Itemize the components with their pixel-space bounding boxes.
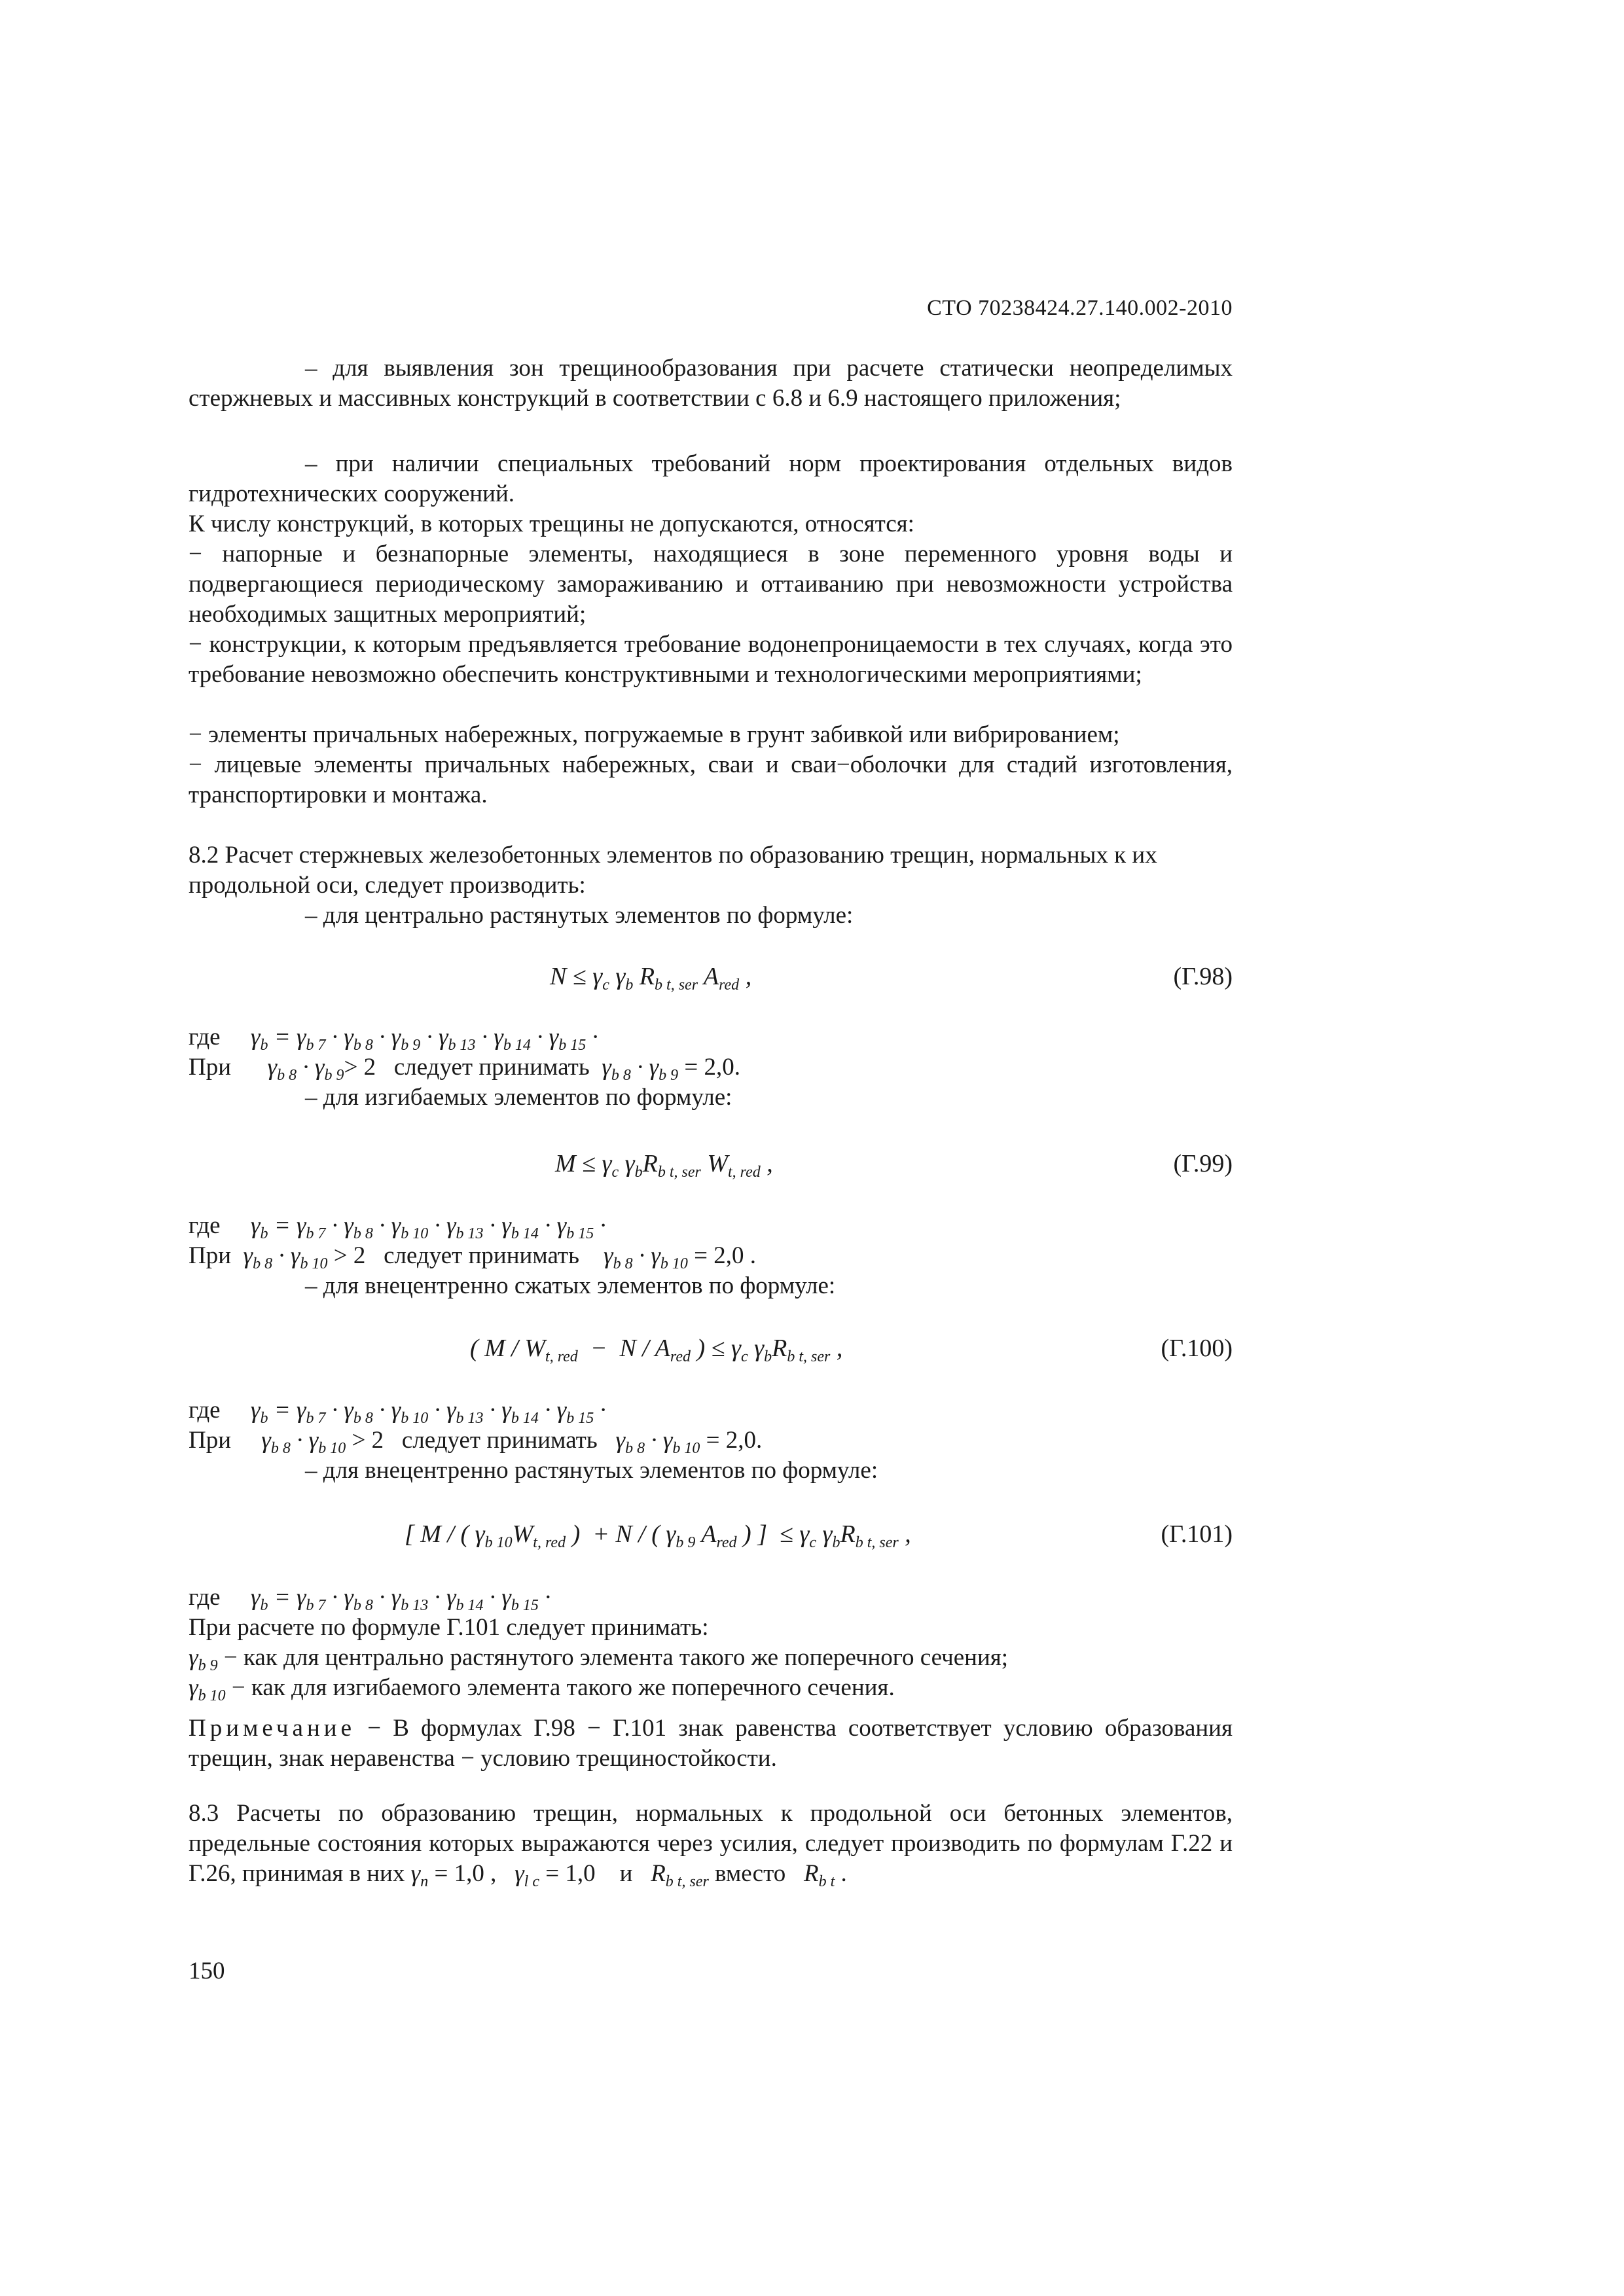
equation-number: (Г.100) <box>1161 1335 1233 1362</box>
note-text: − В формулах Г.98 − Г.101 знак равенства соответствует условию образования трещин, знак неравенства − условию трещиностойкости. <box>189 1715 1233 1772</box>
case-heading: – для центрально растянутых элементов по формуле: <box>305 902 854 929</box>
where-line: где $\gamma_b = \gamma_{b 7} \cdot \gamma_{b 8} \cdot \gamma_{b 13} \cdot \gamma_{b 14} \cdot \gamma_{b 15}$ · <box>189 1584 551 1614</box>
equation-g100 <box>189 1334 1233 1367</box>
equation-g98 <box>189 962 1233 995</box>
formula: $N \le \gamma_c$ $\gamma_b$ $R_{b t, ser}$ $A_{red}$ , <box>550 963 752 994</box>
equation-number: (Г.99) <box>1173 1150 1233 1177</box>
equation-g99 <box>189 1149 1233 1182</box>
formula: [ M / ( $\gamma_{b 10}W_{t, red}$ ) + N / ( $\gamma_{b 9}$ $A_{red}$ ) ] ≤ $\gamma_c$ $\gamma_bR_{b t, ser}$ , <box>405 1520 911 1551</box>
bullet-text: – для выявления зон трещинообразования при расчете статически неопределимых стержневых и массивных конструкций в соответствии с 6.8 и 6.9 настоящего приложения; <box>189 355 1233 412</box>
equation-number: (Г.98) <box>1173 963 1233 990</box>
list-item: − напорные и безнапорные элементы, находящиеся в зоне переменного уровня воды и подвергающиеся периодическому замораживанию и оттаиванию при невозможности устройства необходимых защитных мероприятий; <box>189 541 1233 628</box>
text-line: $\gamma_{b 10}$ − как для изгибаемого элемента такого же поперечного сечения. <box>189 1674 895 1704</box>
case-heading: – для внецентренно растянутых элементов по формуле: <box>305 1457 878 1484</box>
where-line: где $\gamma_b = \gamma_{b 7} \cdot \gamma_{b 8} \cdot \gamma_{b 10} \cdot \gamma_{b 13} \cdot \gamma_{b 14} \cdot \gamma_{b 15}$ · <box>189 1397 606 1427</box>
note <box>189 1713 1233 1774</box>
document-code: СТО 70238424.27.140.002-2010 <box>927 296 1233 320</box>
equation-g101 <box>189 1520 1233 1552</box>
note-label: Примечание <box>189 1715 355 1742</box>
formula: $M \le \gamma_c$ $\gamma_bR_{b t, ser}$ $W_{t, red}$ , <box>555 1150 773 1181</box>
list-item: − лицевые элементы причальных набережных, сваи и сваи−оболочки для стадий изготовления, транспортировки и монтажа. <box>189 751 1233 808</box>
condition-line: При $\gamma_{b 8} \cdot \gamma_{b 10} > 2$ следует принимать $\gamma_{b 8} \cdot \gamma_{b 10} = 2,0$ . <box>189 1242 757 1272</box>
list-intro: К числу конструкций, в которых трещины не допускаются, относятся: <box>189 511 914 537</box>
where-line: где $\gamma_b = \gamma_{b 7} \cdot \gamma_{b 8} \cdot \gamma_{b 10} \cdot \gamma_{b 13} \cdot \gamma_{b 14} \cdot \gamma_{b 15}$ · <box>189 1212 606 1242</box>
list-item: − элементы причальных набережных, погружаемые в грунт забивкой или вибрированием; <box>189 721 1120 748</box>
bullet-text: – при наличии специальных требований норм проектирования отдельных видов гидротехнических сооружений. <box>189 450 1233 507</box>
condition-line: При $\gamma_{b 8} \cdot \gamma_{b 9}> 2$ следует принимать $\gamma_{b 8} \cdot \gamma_{b 9} = 2,0$. <box>189 1054 741 1084</box>
case-heading: – для изгибаемых элементов по формуле: <box>305 1084 732 1111</box>
section-8-2-paragraph: 8.2 Расчет стержневых железобетонных элементов по образованию трещин, нормальных к их продольной оси, следует производить: <box>189 842 1157 899</box>
list-item: − конструкции, к которым предъявляется требование водонепроницаемости в тех случаях, когда это требование невозможно обеспечить конструктивными и технологическими мероприятиями; <box>189 631 1233 688</box>
text-line: При расчете по формуле Г.101 следует принимать: <box>189 1614 709 1641</box>
equation-number: (Г.101) <box>1161 1520 1233 1548</box>
formula: ( $M / W_{t, red} - N / A_{red}$ ) ≤ $\gamma_c$ $\gamma_bR_{b t, ser}$ , <box>470 1335 843 1365</box>
page-number: 150 <box>189 1958 225 1984</box>
where-line: где $\gamma_b = \gamma_{b 7} \cdot \gamma_{b 8} \cdot \gamma_{b 9} \cdot \gamma_{b 13} \cdot \gamma_{b 14} \cdot \gamma_{b 15}$ · <box>189 1024 598 1054</box>
text-line: $\gamma_{b 9}$ − как для центрально растянутого элемента такого же поперечного сечения; <box>189 1644 1009 1674</box>
case-heading: – для внецентренно сжатых элементов по формуле: <box>305 1272 836 1299</box>
condition-line: При $\gamma_{b 8} \cdot \gamma_{b 10} > 2$ следует принимать $\gamma_{b 8} \cdot \gamma_{b 10} = 2,0$. <box>189 1427 763 1457</box>
section-8-3-paragraph: 8.3 Расчеты по образованию трещин, нормальных к продольной оси бетонных элементов, предельные состояния которых выражаются через усилия, следует производить по формулам Г.22 и Г.26, принимая в них $\gamma_n = 1,0$ , $\gamma_{l c} = 1,0$ и $R_{b t, ser}$ вместо $R_{b t}$ . <box>189 1800 1233 1890</box>
